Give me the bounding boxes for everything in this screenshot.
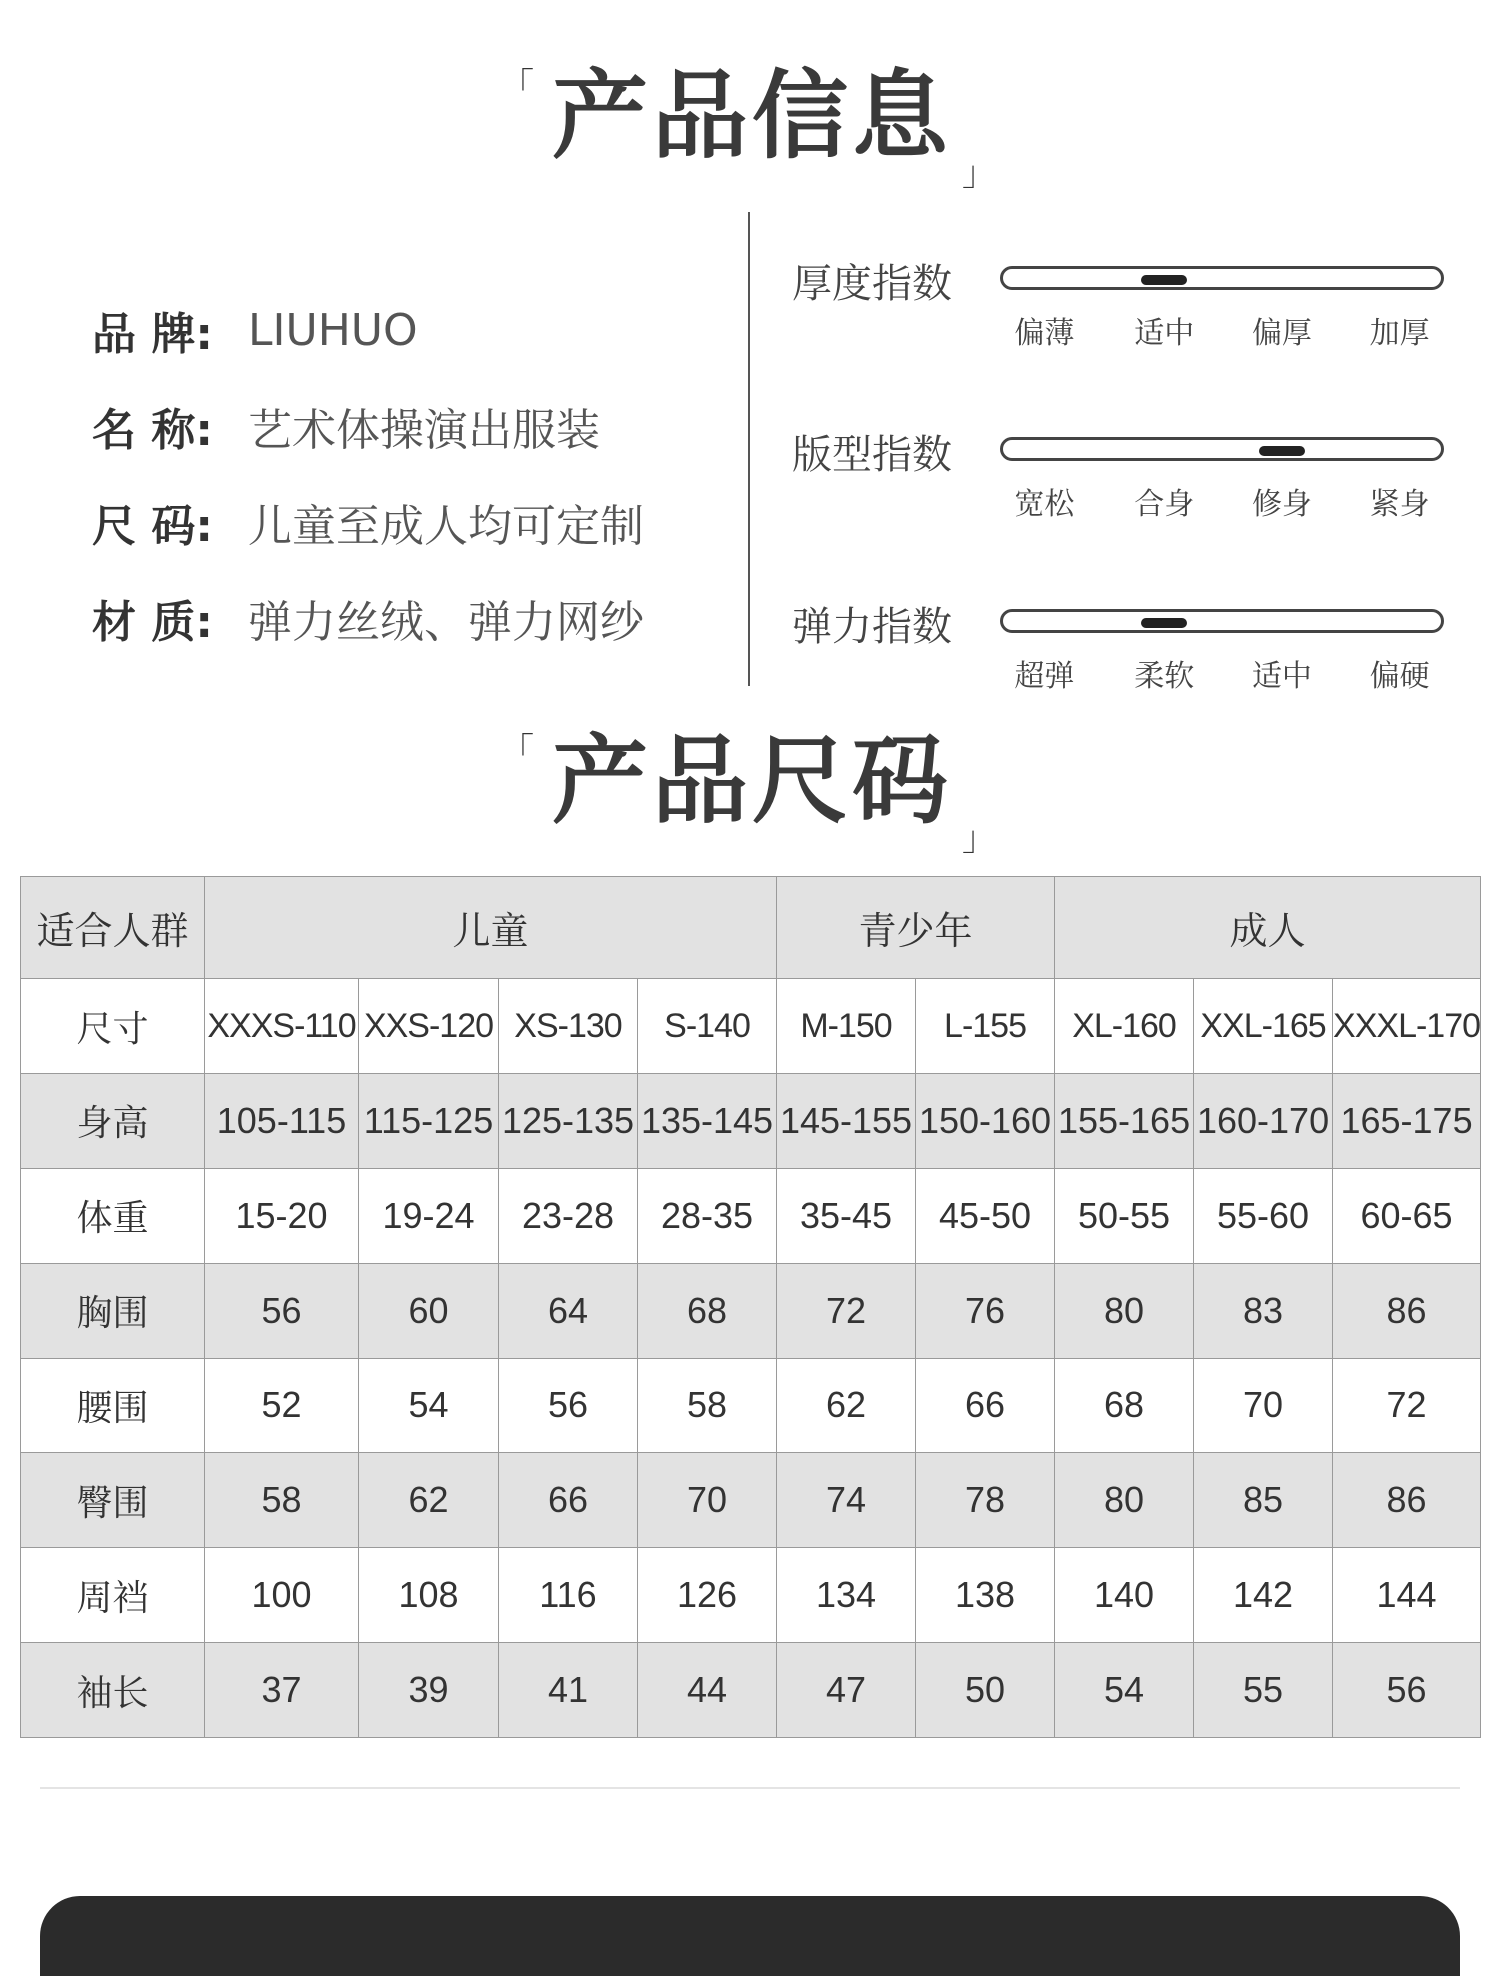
table-cell: XS-130: [499, 979, 638, 1074]
index-option: 紧身: [1369, 487, 1430, 522]
info-value: 弹力丝绒、弹力网纱: [248, 597, 644, 648]
index-option: 偏厚: [1251, 316, 1312, 351]
table-cell: 50-55: [1055, 1168, 1194, 1263]
table-cell: 86: [1333, 1453, 1481, 1548]
row-label-cell: 臀围: [21, 1453, 205, 1548]
table-cell: 37: [205, 1643, 359, 1738]
index-title: 厚度指数: [792, 261, 952, 307]
index-option: 宽松: [1014, 487, 1075, 522]
table-cell: 35-45: [777, 1168, 916, 1263]
table-cell: 74: [777, 1453, 916, 1548]
table-cell: 62: [359, 1453, 499, 1548]
table-cell: 68: [638, 1263, 777, 1358]
index-marker: [1141, 618, 1187, 628]
table-cell: 56: [205, 1263, 359, 1358]
table-cell: XXL-165: [1194, 979, 1333, 1074]
horizontal-divider: [40, 1787, 1460, 1789]
title-bracket-open: 「: [500, 66, 538, 106]
table-group-row: [21, 877, 1481, 979]
table-cell: 138: [916, 1548, 1055, 1643]
info-label: 品 牌:: [92, 309, 213, 360]
table-cell: 64: [499, 1263, 638, 1358]
index-option: 加厚: [1369, 316, 1430, 351]
table-cell: 165-175: [1333, 1073, 1481, 1168]
row-label-cell: 胸围: [21, 1263, 205, 1358]
group-teens: 青少年: [777, 877, 1055, 979]
table-cell: 150-160: [916, 1073, 1055, 1168]
table-cell: 83: [1194, 1263, 1333, 1358]
info-row-name: [92, 378, 644, 474]
index-track: [1000, 437, 1444, 461]
info-value: LIUHUO: [248, 304, 418, 356]
info-row-material: [92, 570, 644, 666]
table-cell: 15-20: [205, 1168, 359, 1263]
table-cell: 58: [205, 1453, 359, 1548]
table-cell: 44: [638, 1643, 777, 1738]
index-marker: [1259, 446, 1305, 456]
table-cell: 47: [777, 1643, 916, 1738]
table-cell: 58: [638, 1358, 777, 1453]
table-cell: 66: [916, 1358, 1055, 1453]
table-cell: 140: [1055, 1548, 1194, 1643]
table-cell: 72: [1333, 1358, 1481, 1453]
row-label-cell: 体重: [21, 1168, 205, 1263]
row-label-cell: 腰围: [21, 1358, 205, 1453]
table-cell: 56: [1333, 1643, 1481, 1738]
row-label-cell: 尺寸: [21, 979, 205, 1074]
product-info-title-text: 产品信息: [552, 60, 952, 172]
info-label: 尺 码:: [92, 501, 213, 552]
bottom-banner: [40, 1896, 1460, 1976]
table-cell: 23-28: [499, 1168, 638, 1263]
table-cell: 41: [499, 1643, 638, 1738]
table-row: [21, 1263, 1481, 1358]
row-label-cell: 身高: [21, 1073, 205, 1168]
title-bracket-open: 「: [500, 731, 538, 771]
table-cell: L-155: [916, 979, 1055, 1074]
table-cell: 115-125: [359, 1073, 499, 1168]
index-title: 版型指数: [792, 432, 952, 478]
table-cell: 160-170: [1194, 1073, 1333, 1168]
index-title: 弹力指数: [792, 604, 952, 650]
table-cell: XL-160: [1055, 979, 1194, 1074]
table-cell: 135-145: [638, 1073, 777, 1168]
table-cell: 45-50: [916, 1168, 1055, 1263]
table-cell: 54: [359, 1358, 499, 1453]
table-cell: 86: [1333, 1263, 1481, 1358]
info-row-brand: [92, 282, 644, 378]
table-cell: 60-65: [1333, 1168, 1481, 1263]
index-labels: [1000, 308, 1444, 351]
info-label: 名 称:: [92, 405, 213, 456]
table-row: [21, 1453, 1481, 1548]
group-children: 儿童: [205, 877, 777, 979]
table-cell: 55: [1194, 1643, 1333, 1738]
index-option: 合身: [1134, 487, 1195, 522]
index-track: [1000, 609, 1444, 633]
index-marker: [1141, 275, 1187, 285]
table-cell: 50: [916, 1643, 1055, 1738]
table-cell: 72: [777, 1263, 916, 1358]
index-track: [1000, 266, 1444, 290]
title-bracket-close: 」: [962, 154, 1000, 194]
index-option: 适中: [1134, 316, 1195, 351]
table-cell: 70: [638, 1453, 777, 1548]
table-cell: S-140: [638, 979, 777, 1074]
group-adults: 成人: [1055, 877, 1481, 979]
product-info-title: [0, 40, 1500, 194]
row-label-cell: 袖长: [21, 1643, 205, 1738]
table-cell: 155-165: [1055, 1073, 1194, 1168]
index-option: 超弹: [1014, 659, 1075, 694]
table-cell: 145-155: [777, 1073, 916, 1168]
table-cell: 144: [1333, 1548, 1481, 1643]
table-cell: XXS-120: [359, 979, 499, 1074]
table-cell: 28-35: [638, 1168, 777, 1263]
thickness-index: [792, 222, 1452, 351]
index-option: 适中: [1251, 659, 1312, 694]
table-cell: 60: [359, 1263, 499, 1358]
table-cell: M-150: [777, 979, 916, 1074]
size-table: [20, 876, 1481, 1738]
title-bracket-close: 」: [962, 819, 1000, 859]
product-size-title: [0, 705, 1500, 859]
table-cell: 76: [916, 1263, 1055, 1358]
group-header-cell: 适合人群: [21, 877, 205, 979]
table-row: [21, 1073, 1481, 1168]
index-option: 偏薄: [1014, 316, 1075, 351]
row-label-cell: 周裆: [21, 1548, 205, 1643]
vertical-divider: [748, 212, 750, 686]
fit-index: [792, 393, 1452, 522]
index-option: 修身: [1251, 487, 1312, 522]
table-cell: 85: [1194, 1453, 1333, 1548]
info-label: 材 质:: [92, 597, 213, 648]
product-info-list: [92, 282, 644, 666]
table-cell: 70: [1194, 1358, 1333, 1453]
index-option: 柔软: [1134, 659, 1195, 694]
table-cell: 126: [638, 1548, 777, 1643]
table-row: [21, 1358, 1481, 1453]
table-cell: XXXL-170: [1333, 979, 1481, 1074]
info-row-size: [92, 474, 644, 570]
table-cell: 108: [359, 1548, 499, 1643]
table-cell: 62: [777, 1358, 916, 1453]
table-cell: 55-60: [1194, 1168, 1333, 1263]
table-cell: 134: [777, 1548, 916, 1643]
table-cell: XXXS-110: [205, 979, 359, 1074]
product-size-title-text: 产品尺码: [552, 725, 952, 837]
table-row: [21, 1643, 1481, 1738]
table-cell: 56: [499, 1358, 638, 1453]
info-value: 儿童至成人均可定制: [248, 501, 644, 552]
table-cell: 116: [499, 1548, 638, 1643]
elasticity-index: [792, 565, 1452, 694]
table-cell: 52: [205, 1358, 359, 1453]
index-option: 偏硬: [1369, 659, 1430, 694]
table-cell: 19-24: [359, 1168, 499, 1263]
table-cell: 80: [1055, 1453, 1194, 1548]
index-labels: [1000, 479, 1444, 522]
table-cell: 105-115: [205, 1073, 359, 1168]
table-cell: 80: [1055, 1263, 1194, 1358]
table-cell: 100: [205, 1548, 359, 1643]
table-row: [21, 979, 1481, 1074]
table-cell: 68: [1055, 1358, 1194, 1453]
table-cell: 142: [1194, 1548, 1333, 1643]
table-cell: 78: [916, 1453, 1055, 1548]
table-row: [21, 1548, 1481, 1643]
info-value: 艺术体操演出服装: [248, 405, 600, 456]
table-row: [21, 1168, 1481, 1263]
table-cell: 54: [1055, 1643, 1194, 1738]
table-cell: 125-135: [499, 1073, 638, 1168]
table-cell: 39: [359, 1643, 499, 1738]
table-cell: 66: [499, 1453, 638, 1548]
index-labels: [1000, 651, 1444, 694]
